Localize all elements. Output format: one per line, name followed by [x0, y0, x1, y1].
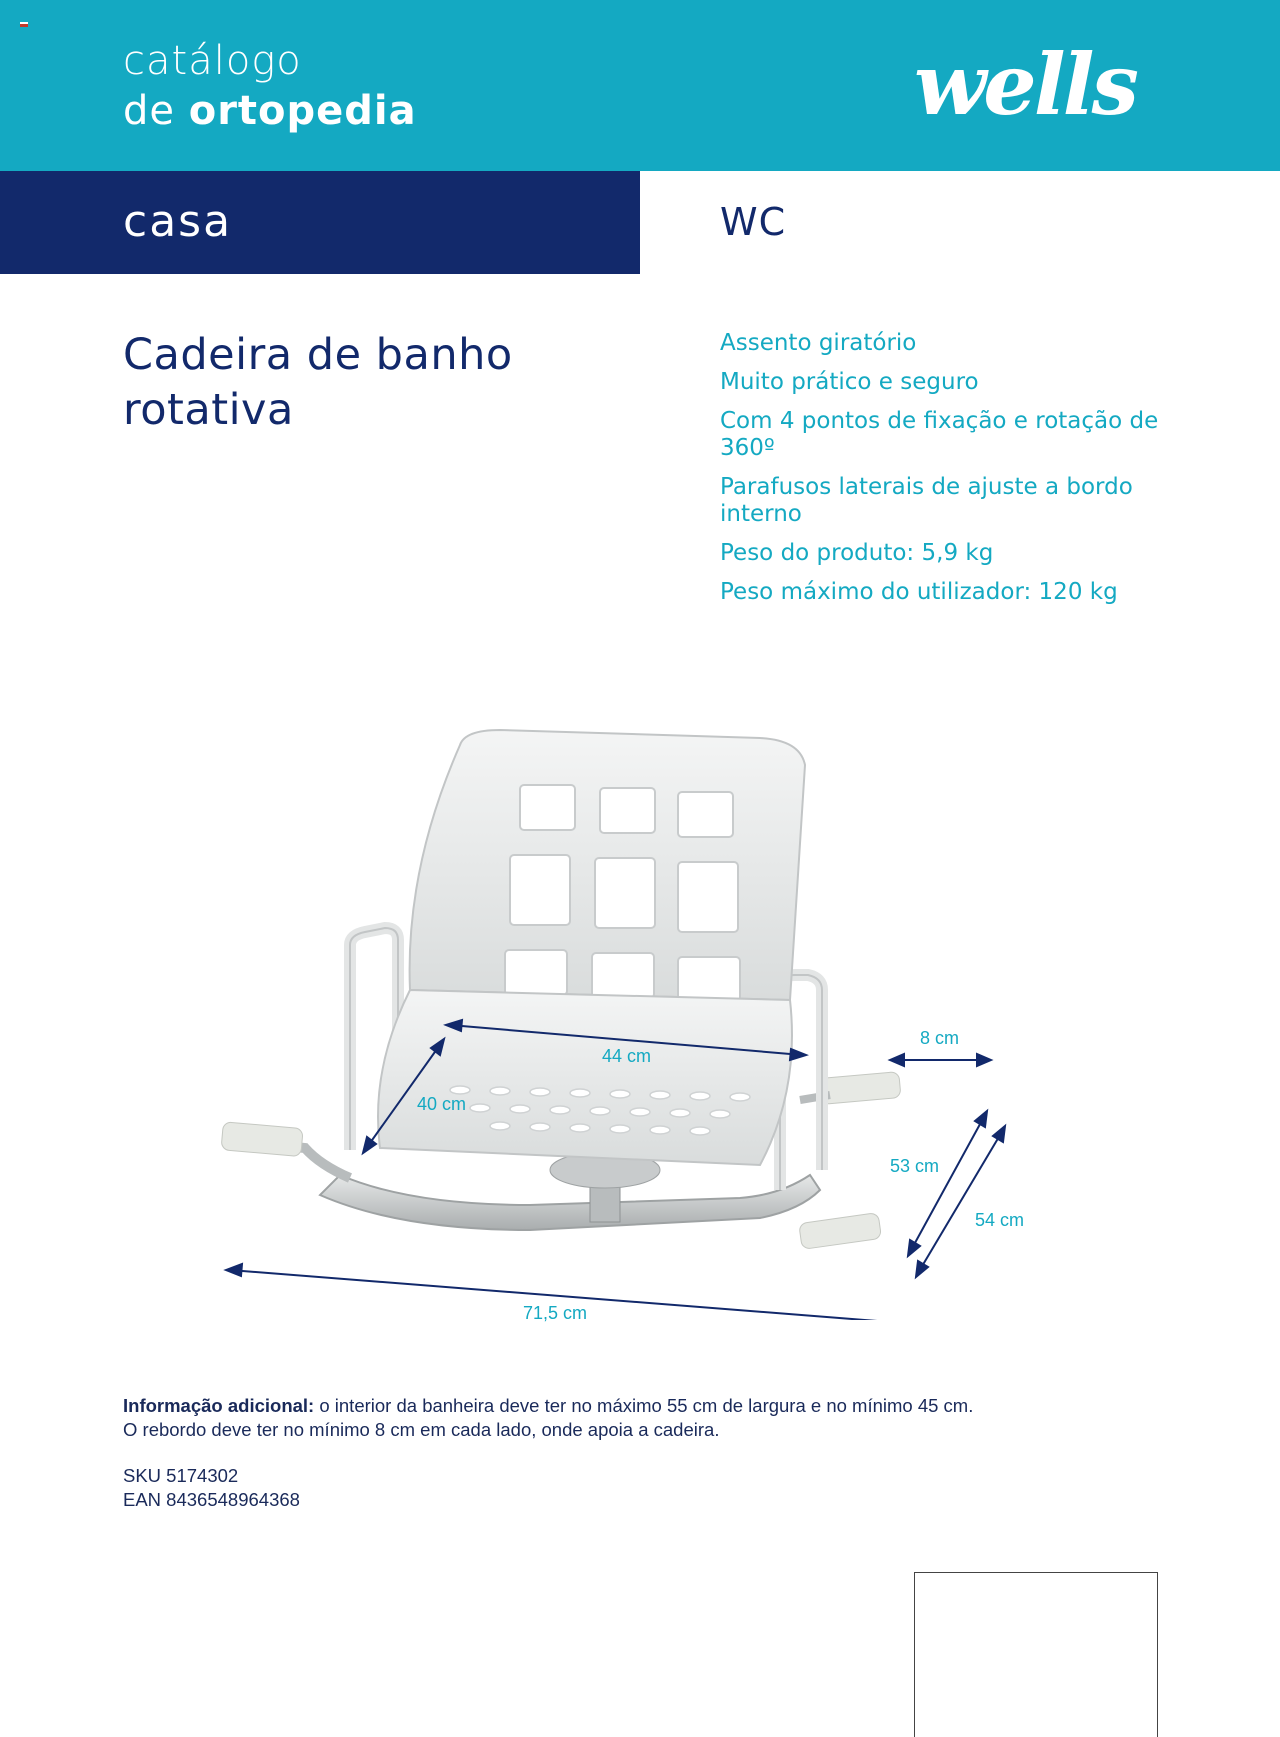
product-title — [123, 328, 643, 438]
feature-item: Peso do produto: 5,9 kg — [720, 540, 994, 566]
product-codes — [123, 1464, 300, 1512]
dimension-label-rim: 8 cm — [920, 1028, 960, 1048]
catalog-title-line1: catálogo — [123, 38, 302, 84]
sku-code: SKU 5174302 — [123, 1465, 239, 1486]
section-label: casa — [123, 196, 233, 247]
additional-info-text2: O rebordo deve ter no mínimo 8 cm em cada lado, onde apoia a cadeira. — [123, 1419, 720, 1440]
subsection-label: WC — [720, 200, 787, 244]
additional-info — [123, 1394, 1123, 1442]
barcode-box — [914, 1572, 1158, 1737]
dimension-label-inner-width: 53 cm — [890, 1156, 940, 1176]
dimension-label-outer-width: 54 cm — [975, 1210, 1025, 1230]
additional-info-label: Informação adicional: — [123, 1395, 315, 1416]
additional-info-text1: o interior da banheira deve ter no máximo 55 cm de largura e no mínimo 45 cm. — [314, 1395, 974, 1416]
feature-item: Muito prático e seguro — [720, 369, 979, 395]
product-image — [200, 670, 1020, 1320]
feature-list — [720, 330, 1180, 618]
catalog-title-line2 — [123, 88, 417, 134]
svg-text:wells: wells — [914, 35, 1136, 134]
additional-info-line1 — [123, 1394, 1123, 1418]
catalog-title-bold: ortopedia — [188, 88, 417, 134]
catalog-title-prefix: de — [123, 88, 189, 134]
dimension-label-seat-depth: 40 cm — [417, 1094, 467, 1114]
feature-item: Peso máximo do utilizador: 120 kg — [720, 579, 1118, 605]
product-title-line2: rotativa — [123, 385, 294, 435]
section-bar — [0, 171, 640, 274]
ean-code: EAN 8436548964368 — [123, 1489, 300, 1510]
flag-icon — [20, 22, 28, 27]
feature-item: Parafusos laterais de ajuste a bordo interno — [720, 474, 1133, 527]
dimension-label-seat-width: 44 cm — [602, 1046, 652, 1066]
wells-logo — [910, 32, 1166, 142]
feature-item: Com 4 pontos de fixação e rotação de 360º — [720, 408, 1159, 461]
feature-item: Assento giratório — [720, 330, 917, 356]
dimension-label-total-length: 71,5 cm — [523, 1303, 588, 1323]
product-title-line1: Cadeira de banho — [123, 330, 513, 380]
